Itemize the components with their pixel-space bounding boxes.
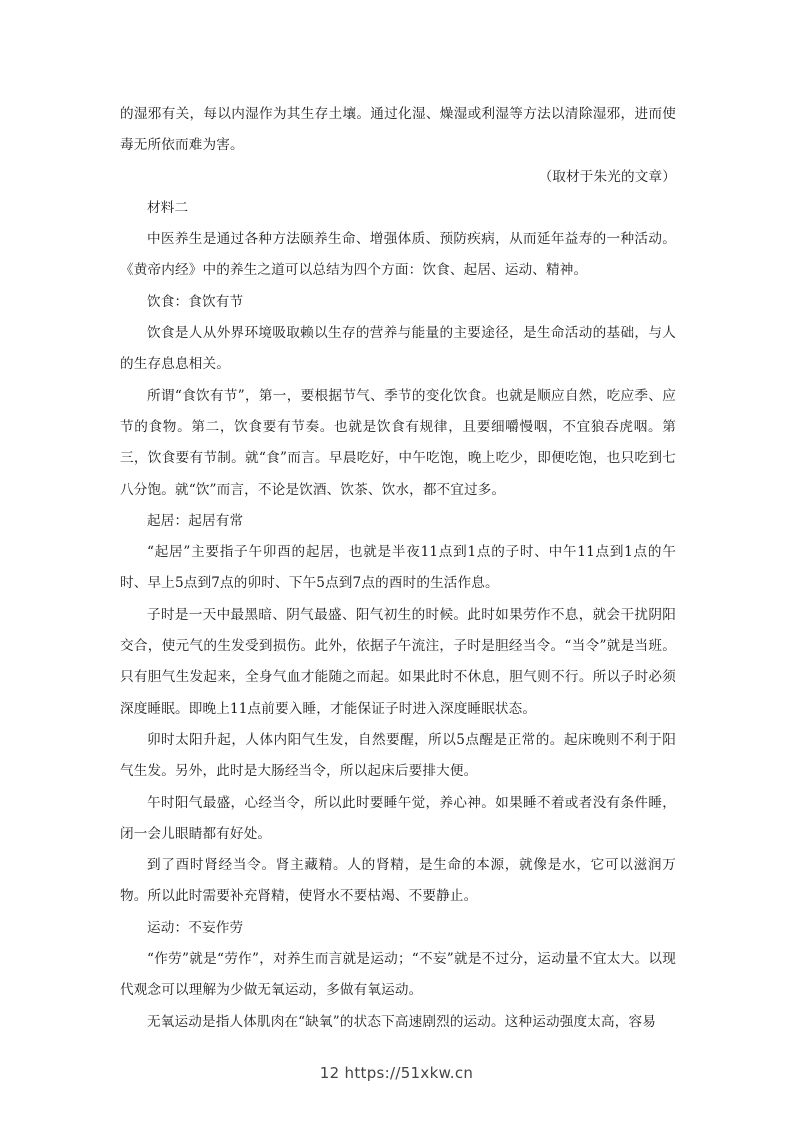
subheading-exercise: 运动：不妄作劳	[147, 919, 244, 936]
section-heading-material-two: 材料二	[147, 199, 189, 216]
subheading-daily-life: 起居：起居有常	[147, 512, 244, 529]
paragraph-exercise-1: “作劳”就是“劳作”，对养生而言就是运动；“不妄”就是不过分，运动量不宜太大。以现代观念可以理解为少做无氧运动，多做有氧运动。	[120, 951, 676, 999]
paragraph-intro: 中医养生是通过各种方法颐养生命、增强体质、预防疾病，从而延年益寿的一种活动。《黄帝内经》中的养生之道可以总结为四个方面：饮食、起居、运动、精神。	[120, 231, 676, 279]
document-body	[120, 99, 676, 1038]
source-citation: （取材于朱光的文章）	[538, 168, 676, 185]
page-footer: 12 https://51xkw.cn	[319, 1064, 474, 1082]
paragraph-diet-1: 饮食是人从外界环境吸取赖以生存的营养与能量的主要途径，是生命活动的基础，与人的生存息息相关。	[120, 325, 676, 373]
paragraph-daily-life-3: 卯时太阳升起，人体内阳气生发，自然要醒，所以5点醒是正常的。起床晚则不利于阳气生发。另外，此时是大肠经当令，所以起床后要排大便。	[120, 731, 676, 780]
paragraph-daily-life-4: 午时阳气最盛，心经当令，所以此时要睡午觉，养心神。如果睡不着或者没有条件睡，闭一会儿眼睛都有好处。	[120, 794, 676, 842]
subheading-diet: 饮食：食饮有节	[147, 293, 244, 310]
paragraph-1: 的湿邪有关，每以内湿作为其生存土壤。通过化湿、燥湿或利湿等方法以清除湿邪，进而使毒无所依而难为害。	[120, 106, 676, 154]
paragraph-daily-life-5: 到了酉时肾经当令。肾主藏精。人的肾精，是生命的本源，就像是水，它可以滋润万物。所以此时需要补充肾精，使肾水不要枯竭、不要静止。	[120, 857, 676, 905]
paragraph-daily-life-1: “起居”主要指子午卯酉的起居，也就是半夜11点到1点的子时、中午11点到1点的午时、早上5点到7点的卯时、下午5点到7点的酉时的生活作息。	[120, 544, 676, 592]
paragraph-exercise-2: 无氧运动是指人体肌肉在“缺氧”的状态下高速剧烈的运动。这种运动强度太高，容易	[147, 1013, 656, 1030]
paragraph-diet-2: 所谓“食饮有节”，第一，要根据节气、季节的变化饮食。也就是顺应自然，吃应季、应节的食物。第二，饮食要有节奏。也就是饮食有规律，且要细嚼慢咽，不宜狼吞虎咽。第三，饮食要有节制。就“食”而言。早晨吃好，中午吃饱，晚上吃少，即便吃饱，也只吃到七八分饱。就“饮”而言，不论是饮酒、饮茶、饮水，都不宜过多。	[120, 387, 676, 498]
paragraph-daily-life-2: 子时是一天中最黑暗、阴气最盛、阳气初生的时候。此时如果劳作不息，就会干扰阴阳交合，使元气的生发受到损伤。此外，依据子午流注，子时是胆经当令。“当令”就是当班。只有胆气生发起来，全身气血才能随之而起。如果此时不休息，胆气则不行。所以子时必须深度睡眠。即晚上11点前要入睡，才能保证子时进入深度睡眠状态。	[120, 606, 676, 717]
